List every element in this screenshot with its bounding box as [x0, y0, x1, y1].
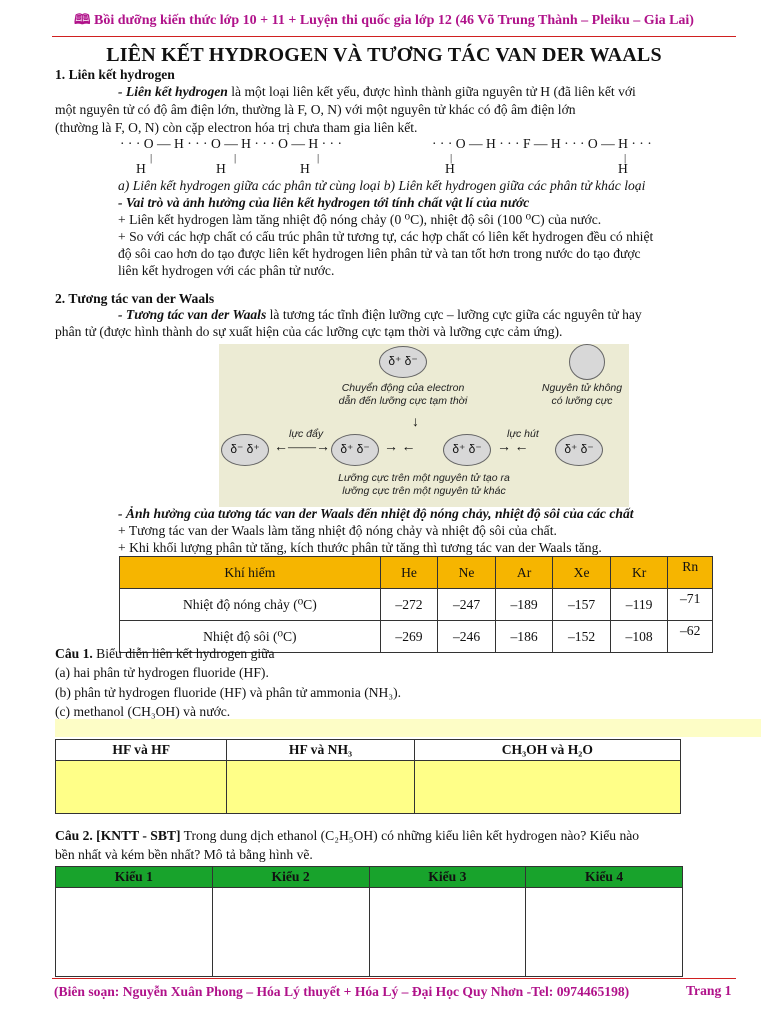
question-1-b: (b) phân tử hydrogen fluoride (HF) và phân tử ammonia (NH₃).: [55, 685, 402, 700]
role-heading: - Vai trò và ảnh hưởng của liên kết hydrogen tới tính chất vật lí của nước: [118, 195, 530, 210]
table-header-row: [120, 557, 713, 589]
table-cell: Ne: [438, 557, 496, 589]
table-cell: –71: [668, 589, 713, 621]
table-cell: Kiểu 3: [369, 867, 526, 888]
hbond-definition: [118, 83, 718, 101]
label-neutral-atom: Nguyên tử không có lưỡng cực: [541, 382, 623, 408]
table-row: [120, 589, 713, 621]
noble-gas-table: [119, 556, 713, 653]
table-cell: –247: [438, 589, 496, 621]
answer-cell[interactable]: [212, 887, 369, 976]
table-cell: Kr: [610, 557, 668, 589]
page-number: Trang 1: [686, 983, 732, 998]
h-atom: H: [136, 161, 146, 176]
label-repel: lực đẩy: [289, 428, 324, 440]
role-line1: + Liên kết hydrogen làm tăng nhiệt độ nóng chảy (0 ⁰C), nhiệt độ sôi (100 ⁰C) của nước.: [118, 212, 602, 227]
label-moving-electron: Chuyển động của electron dẫn đến lưỡng cực tạm thời: [338, 382, 468, 408]
table-cell: –269: [380, 621, 438, 653]
role-line2: + So với các hợp chất có cấu trúc phân tử tương tự, các hợp chất có liên kết hydrogen đều có nhiệt: [118, 229, 654, 244]
attract-arrow-icon: → ←: [497, 440, 529, 455]
table-cell: CH₃OH và H₂O: [414, 740, 680, 761]
question-1-a: (a) hai phân tử hydrogen fluoride (HF).: [55, 665, 269, 680]
effect-line2: + Khi khối lượng phân tử tăng, kích thước phân tử tăng thì tương tác van der Waals tăng.: [118, 540, 602, 555]
table-cell: HF và NH₃: [227, 740, 414, 761]
effect-line1: + Tương tác van der Waals làm tăng nhiệt độ nóng chảy và nhiệt độ sôi của chất.: [118, 523, 557, 538]
answer-row: [56, 887, 683, 976]
vdw-def-line2: phân tử (được hình thành do sự xuất hiện của các lưỡng cực tạm thời và lưỡng cực cảm ứng).: [55, 324, 563, 339]
table-cell: –189: [495, 589, 553, 621]
neutral-atom: [569, 344, 605, 380]
section-1-heading: 1. Liên kết hydrogen: [55, 67, 175, 82]
question-2-line2: bền nhất và kém bền nhất? Mô tả bằng hình vẽ.: [55, 847, 313, 862]
vdw-def-rest: là tương tác tĩnh điện lưỡng cực – lưỡng cực giữa các nguyên tử hay: [266, 307, 642, 322]
table-cell: Rn: [668, 557, 713, 589]
hbond-def-line2: một nguyên tử có độ âm điện lớn, thường là F, O, N) với một nguyên tử khác có độ âm điện lớn: [55, 102, 576, 117]
h-atom: H: [216, 161, 226, 176]
table-cell: Xe: [553, 557, 611, 589]
attract-arrow-icon: → ←: [384, 440, 416, 455]
hbond-chain-a: · · · O — H · · · O — H · · · O — H · · ·: [120, 136, 342, 151]
table-cell: –108: [610, 621, 668, 653]
dipole-top: δ⁺ δ⁻: [379, 346, 427, 378]
dipole-4: δ⁺ δ⁻: [555, 434, 603, 466]
answer-cell[interactable]: [227, 760, 414, 813]
header-divider: [52, 36, 736, 37]
answer-cell[interactable]: [369, 887, 526, 976]
page-header: 🕮 Bồi dưỡng kiến thức lớp 10 + 11 + Luyện thi quốc gia lớp 12 (46 Võ Trung Thành – Pleiku – Gia Lai): [74, 13, 694, 28]
table-header-row: [56, 867, 683, 888]
hbond-caption: a) Liên kết hydrogen giữa các phân tử cùng loại b) Liên kết hydrogen giữa các phân tử khác loại: [118, 178, 646, 193]
question-2-label: Câu 2. [KNTT - SBT]: [55, 828, 181, 843]
page-footer: (Biên soạn: Nguyễn Xuân Phong – Hóa Lý thuyết + Hóa Lý – Đại Học Quy Nhơn -Tel: 0974465198): [54, 984, 630, 999]
label-induced-dipole: Lưỡng cực trên một nguyên tử tạo ra lưỡng cực trên một nguyên tử khác: [338, 472, 510, 498]
hbond-def-line3: (thường là F, O, N) còn cặp electron hóa trị chưa tham gia liên kết.: [55, 120, 418, 135]
table-cell: Khí hiếm: [120, 557, 381, 589]
section-2-heading: 2. Tương tác van der Waals: [55, 291, 215, 306]
question-1: [55, 645, 275, 663]
h-atom: H: [300, 161, 310, 176]
question-2-answer-table: [55, 866, 683, 977]
h-atom: H: [618, 161, 628, 176]
dipole-3: δ⁺ δ⁻: [443, 434, 491, 466]
question-2: [55, 827, 735, 845]
effect-heading: - Ảnh hưởng của tương tác van der Waals đến nhiệt độ nóng chảy, nhiệt độ sôi của các chất: [118, 506, 634, 521]
table-cell: Nhiệt độ sôi (⁰C): [120, 621, 381, 653]
label-attract: lực hút: [507, 428, 539, 440]
table-cell: –272: [380, 589, 438, 621]
table-cell: –62: [668, 621, 713, 653]
table-cell: He: [380, 557, 438, 589]
table-cell: HF và HF: [56, 740, 227, 761]
repel-arrow-icon: ←——→: [274, 440, 330, 455]
table-cell: –152: [553, 621, 611, 653]
table-cell: Ar: [495, 557, 553, 589]
dipole-figure: [219, 344, 629, 507]
hbond-term: - Liên kết hydrogen: [118, 84, 228, 99]
role-line3: độ sôi cao hơn do tạo được liên kết hydrogen liên phân tử và tan tốt hơn trong nước do tạo được: [118, 246, 641, 261]
hbond-def-rest: là một loại liên kết yếu, được hình thành giữa nguyên tử H (đã liên kết với: [227, 84, 636, 99]
table-cell: Kiểu 4: [526, 867, 683, 888]
dipole-2: δ⁺ δ⁻: [331, 434, 379, 466]
table-cell: –246: [438, 621, 496, 653]
dipole-1: δ⁻ δ⁺: [221, 434, 269, 466]
vdw-term: - Tương tác van der Waals: [118, 307, 267, 322]
answer-cell[interactable]: [56, 887, 213, 976]
answer-cell[interactable]: [526, 887, 683, 976]
hbond-chain-b: · · · O — H · · · F — H · · · O — H · · ·: [432, 136, 652, 151]
document-title: LIÊN KẾT HYDROGEN VÀ TƯƠNG TÁC VAN DER WAALS: [106, 44, 662, 66]
answer-cell[interactable]: [414, 760, 680, 813]
question-1-text: Biểu diễn liên kết hydrogen giữa: [92, 646, 275, 661]
table-cell: Kiểu 1: [56, 867, 213, 888]
highlight-band: [55, 719, 761, 737]
question-2-text: Trong dung dịch ethanol (C₂H₅OH) có những kiểu liên kết hydrogen nào? Kiểu nào: [180, 828, 640, 843]
footer-divider: [52, 978, 736, 979]
table-cell: –157: [553, 589, 611, 621]
table-cell: Kiểu 2: [212, 867, 369, 888]
table-cell: Nhiệt độ nóng chảy (⁰C): [120, 589, 381, 621]
answer-row: [56, 760, 681, 813]
vdw-definition: [118, 306, 718, 324]
h-atom: H: [445, 161, 455, 176]
question-1-label: Câu 1.: [55, 646, 93, 661]
question-1-c: (c) methanol (CH₃OH) và nước.: [55, 704, 231, 719]
question-1-answer-table: [55, 739, 681, 814]
table-header-row: [56, 740, 681, 761]
answer-cell[interactable]: [56, 760, 227, 813]
table-cell: –119: [610, 589, 668, 621]
down-arrow-icon: ↓: [412, 415, 419, 430]
role-line4: liên kết hydrogen với các phân tử nước.: [118, 263, 335, 278]
table-cell: –186: [495, 621, 553, 653]
